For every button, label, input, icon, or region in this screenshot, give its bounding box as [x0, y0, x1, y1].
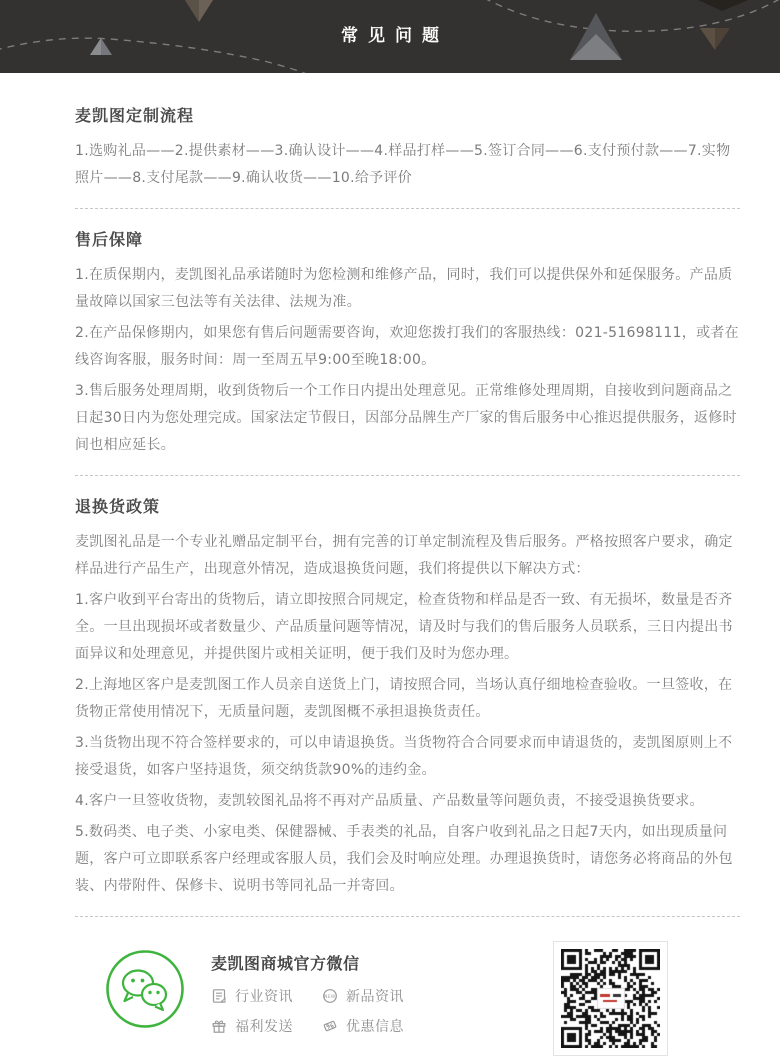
process-steps: 1.选购礼品——2.提供素材——3.确认设计——4.样品打样——5.签订合同——6.支付预付款——7.实物照片——8.支付尾款——9.确认收货——10.给予评价 [75, 143, 731, 186]
dashed-divider [75, 208, 740, 209]
section-custom-process [75, 105, 740, 192]
feature-new-products [322, 986, 404, 1006]
svg-text:NEW: NEW [324, 993, 336, 999]
feature-label: 福利发送 [235, 1019, 293, 1035]
policy-paragraph: 3.当货物出现不符合签样要求的，可以申请退换货。当货物符合合同要求而申请退货的，麦凯图原则上不接受退货，如客户坚持退货，须交纳货款90%的违约金。 [75, 735, 733, 778]
feature-label: 优惠信息 [346, 1019, 404, 1035]
policy-paragraph: 1.客户收到平台寄出的货物后，请立即按照合同规定，检查货物和样品是否一致、有无损坏，数量是否齐全。一旦出现损坏或者数量少、产品质量问题等情况，请及时与我们的售后服务人员联系，三日内提出书面异议和处理意见，并提供图片或相关证明，便于我们及时为您办理。 [75, 592, 733, 662]
wechat-feature-grid [211, 986, 404, 1036]
feature-label: 新品资讯 [346, 989, 404, 1005]
dashed-divider [75, 916, 740, 917]
feature-industry-news [211, 986, 322, 1006]
policy-paragraph: 4.客户一旦签收货物，麦凯较图礼品将不再对产品质量、产品数量等问题负责，不接受退换货要求。 [75, 793, 704, 809]
section-title: 麦凯图定制流程 [75, 106, 195, 125]
new-badge-icon [322, 988, 338, 1004]
policy-paragraph: 3.售后服务处理周期，收到货物后一个工作日内提出处理意见。正常维修处理周期，自接收到问题商品之日起30日内为您处理完成。国家法定节假日，因部分品牌生产厂家的售后服务中心推迟提供服务，返修时间也相应延长。 [75, 383, 737, 453]
section-after-sales [75, 229, 740, 459]
wechat-info [211, 951, 404, 1036]
feature-label: 行业资讯 [235, 989, 293, 1005]
page-title: 常见问题 [341, 26, 449, 46]
policy-paragraph: 2.在产品保修期内，如果您有售后问题需要咨询，欢迎您拨打我们的客服热线：021-51698111，或者在线咨询客服，服务时间：周一至周五早9:00至晚18:00。 [75, 325, 739, 368]
policy-paragraph: 1.在质保期内，麦凯图礼品承诺随时为您检测和维修产品，同时，我们可以提供保外和延保服务。产品质量故障以国家三包法等有关法律、法规为准。 [75, 267, 733, 310]
wechat-footer [75, 937, 740, 1055]
qr-code [553, 941, 668, 1056]
section-return-policy [75, 496, 740, 900]
policy-paragraph: 5.数码类、电子类、小家电类、保健器械、手表类的礼品，自客户收到礼品之日起7天内，如出现质量问题，客户可立即联系客户经理或客服人员，我们会及时响应处理。办理退换货时，请您务必将商品的外包装、内带附件、保修卡、说明书等同礼品一并寄回。 [75, 824, 733, 894]
dashed-divider [75, 475, 740, 476]
gift-icon [211, 1018, 227, 1034]
page-header [0, 0, 780, 73]
section-title: 退换货政策 [75, 497, 161, 516]
policy-paragraph: 麦凯图礼品是一个专业礼赠品定制平台，拥有完善的订单定制流程及售后服务。严格按照客户要求，确定样品进行产品生产，出现意外情况，造成退换货问题，我们将提供以下解决方式： [75, 534, 733, 577]
policy-paragraph: 2.上海地区客户是麦凯图工作人员亲自送货上门，请按照合同，当场认真仔细地检查验收。一旦签收，在货物正常使用情况下，无质量问题，麦凯图概不承担退换货责任。 [75, 677, 733, 720]
content [0, 73, 780, 1055]
coupon-icon [322, 1018, 338, 1034]
feature-benefits [211, 1016, 322, 1036]
wechat-account-title: 麦凯图商城官方微信 [211, 954, 360, 973]
wechat-icon [105, 949, 185, 1029]
section-title: 售后保障 [75, 230, 144, 249]
document-icon [211, 988, 227, 1004]
feature-discounts [322, 1016, 404, 1036]
